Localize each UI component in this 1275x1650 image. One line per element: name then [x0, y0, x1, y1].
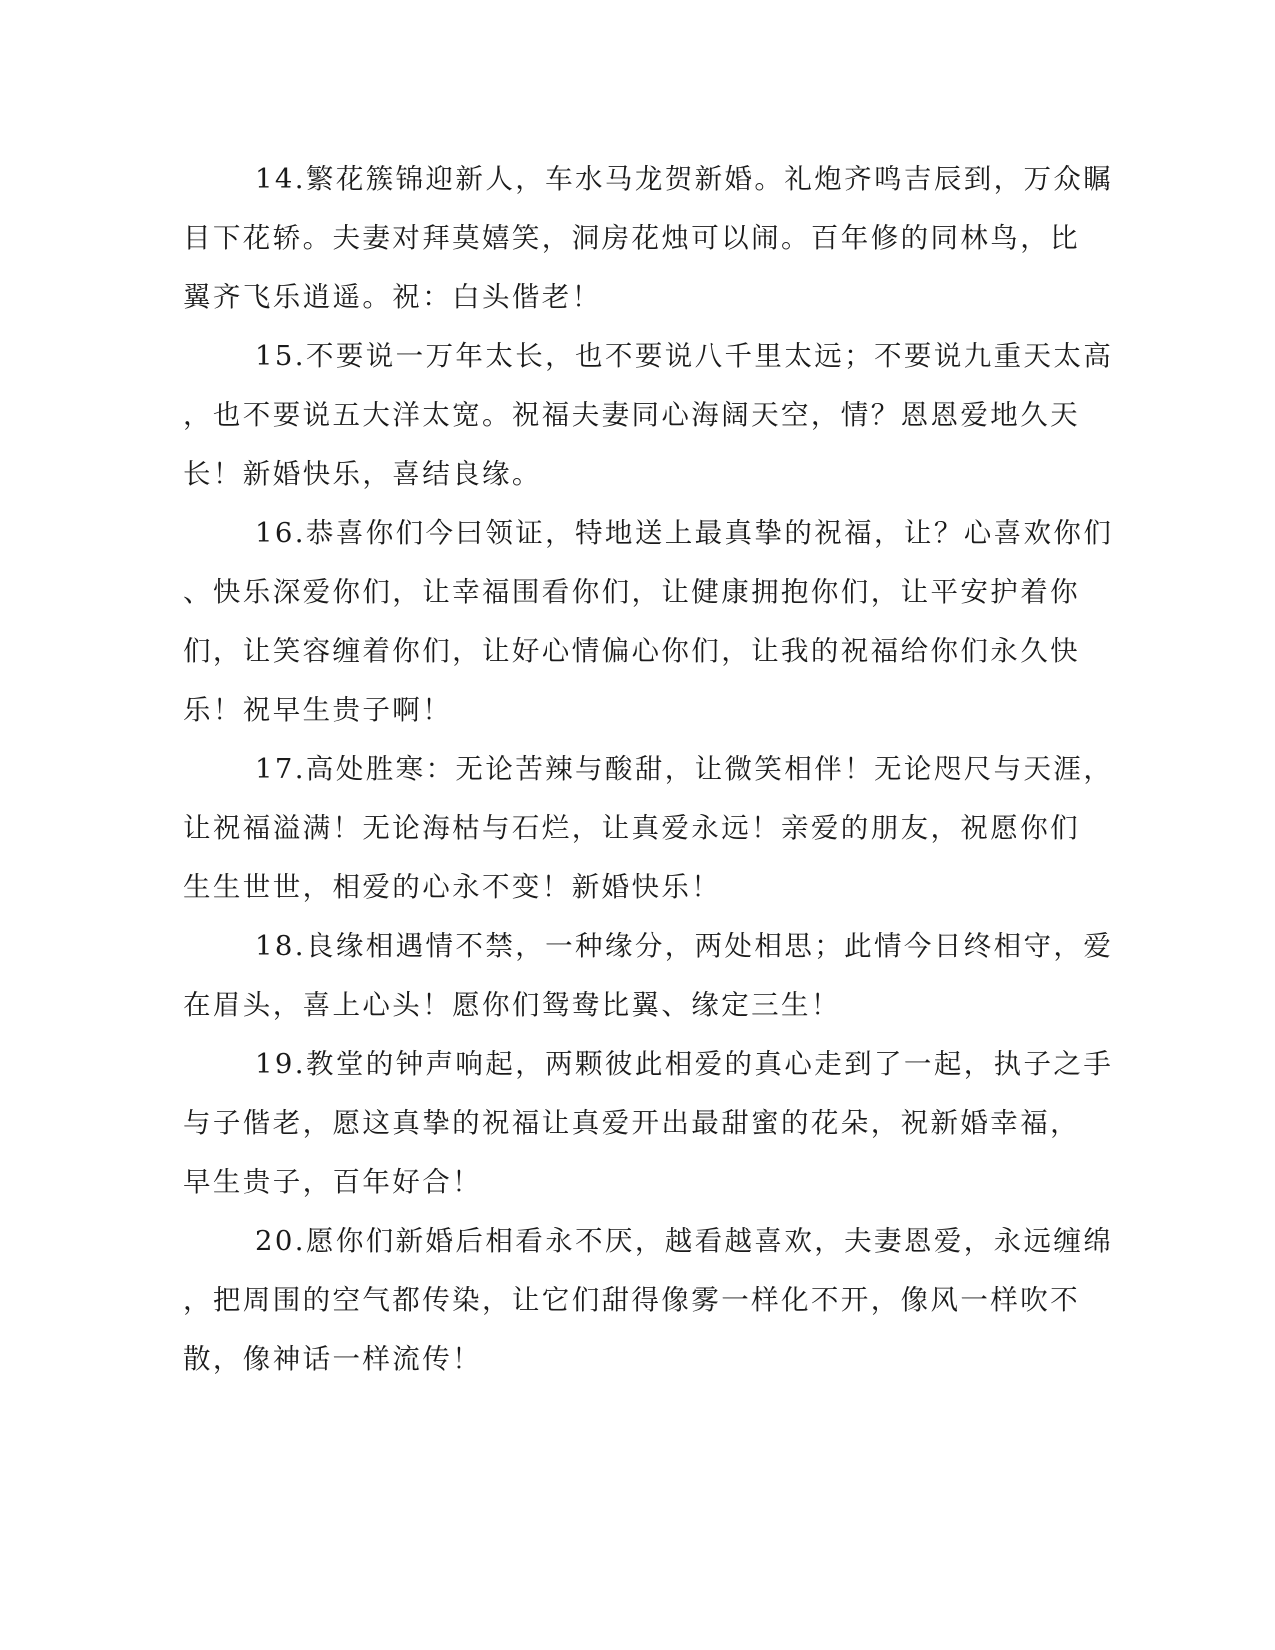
paragraph-19	[183, 1035, 1114, 1212]
paragraph-17	[183, 740, 1114, 917]
paragraph-line: 在眉头，喜上心头！愿你们鸳鸯比翼、缘定三生！	[183, 989, 841, 1021]
paragraph-line: 、快乐深爱你们，让幸福围看你们，让健康拥抱你们，让平安护着你	[183, 576, 1080, 608]
paragraph-line: 早生贵子，百年好合！	[183, 1166, 482, 1198]
paragraph-line: 让祝福溢满！无论海枯与石烂，让真爱永远！亲爱的朋友，祝愿你们	[183, 812, 1080, 844]
paragraph-line: 18.良缘相遇情不禁，一种缘分，两处相思；此情今日终相守，爱	[255, 930, 1114, 962]
paragraph-line: 生生世世，相爱的心永不变！新婚快乐！	[183, 871, 722, 903]
paragraph-line: 14.繁花簇锦迎新人，车水马龙贺新婚。礼炮齐鸣吉辰到，万众瞩	[255, 163, 1114, 195]
paragraph-15	[183, 327, 1114, 504]
paragraph-line: 翼齐飞乐逍遥。祝：白头偕老！	[183, 281, 602, 313]
paragraph-20	[183, 1212, 1114, 1389]
paragraph-line: ，也不要说五大洋太宽。祝福夫妻同心海阔天空，情？恩恩爱地久天	[183, 399, 1080, 431]
paragraph-16	[183, 504, 1114, 740]
paragraph-line: 们，让笑容缠着你们，让好心情偏心你们，让我的祝福给你们永久快	[183, 635, 1080, 667]
paragraph-line: 散，像神话一样流传！	[183, 1343, 482, 1375]
paragraph-line: 17.高处胜寒：无论苦辣与酸甜，让微笑相伴！无论咫尺与天涯，	[255, 753, 1114, 785]
paragraph-18	[183, 917, 1114, 1035]
paragraph-line: 乐！祝早生贵子啊！	[183, 694, 453, 726]
paragraph-line: ，把周围的空气都传染，让它们甜得像雾一样化不开，像风一样吹不	[183, 1284, 1080, 1316]
document-body	[183, 150, 1114, 1389]
paragraph-line: 目下花轿。夫妻对拜莫嬉笑，洞房花烛可以闹。百年修的同林鸟，比	[183, 222, 1080, 254]
paragraph-line: 20.愿你们新婚后相看永不厌，越看越喜欢，夫妻恩爱，永远缠绵	[255, 1225, 1114, 1257]
paragraph-line: 长！新婚快乐，喜结良缘。	[183, 458, 542, 490]
paragraph-14	[183, 150, 1114, 327]
paragraph-line: 与子偕老，愿这真挚的祝福让真爱开出最甜蜜的花朵，祝新婚幸福，	[183, 1107, 1080, 1139]
paragraph-line: 19.教堂的钟声响起，两颗彼此相爱的真心走到了一起，执子之手	[255, 1048, 1114, 1080]
paragraph-line: 16.恭喜你们今曰领证，特地送上最真挚的祝福，让？心喜欢你们	[255, 517, 1114, 549]
paragraph-line: 15.不要说一万年太长，也不要说八千里太远；不要说九重天太高	[255, 340, 1114, 372]
